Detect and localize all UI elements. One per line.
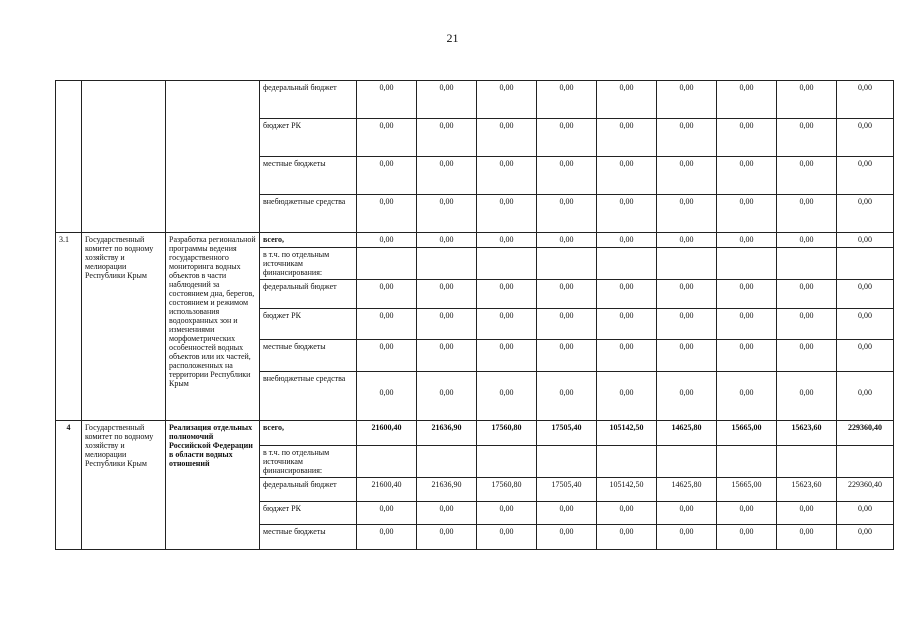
value-cell	[537, 446, 597, 478]
value-cell: 0,00	[657, 340, 717, 372]
value-cell: 0,00	[537, 372, 597, 421]
value-cell: 0,00	[477, 502, 537, 525]
value-cell: 0,00	[717, 340, 777, 372]
value-cell	[417, 248, 477, 280]
value-cell: 0,00	[417, 280, 477, 309]
value-cell: 0,00	[357, 502, 417, 525]
value-cell: 0,00	[837, 280, 894, 309]
value-cell	[777, 446, 837, 478]
activity-cell: Разработка региональной программы ведения государственного мониторинга водных объектов в части наблюдений за состоянием дна, берегов, состоянием и режимом использования водоохранных зон и изменениями морфометрических особенностей водных объектов или их частей, расположенных на территории Республики Крым	[166, 233, 260, 421]
value-cell: 17560,80	[477, 478, 537, 502]
value-cell: 0,00	[777, 119, 837, 157]
executor-cell: Государственный комитет по водному хозяйству и мелиорации Республики Крым	[82, 233, 166, 421]
value-cell	[597, 248, 657, 280]
value-cell: 0,00	[657, 280, 717, 309]
value-cell: 105142,50	[597, 421, 657, 446]
value-cell	[537, 248, 597, 280]
value-cell: 0,00	[717, 525, 777, 550]
value-cell: 0,00	[357, 233, 417, 248]
executor-cell: Государственный комитет по водному хозяйству и мелиорации Республики Крым	[82, 421, 166, 550]
table-row	[56, 81, 894, 119]
value-cell: 0,00	[597, 81, 657, 119]
value-cell	[837, 248, 894, 280]
value-cell: 17505,40	[537, 421, 597, 446]
value-cell: 0,00	[837, 309, 894, 340]
value-cell: 0,00	[417, 502, 477, 525]
value-cell: 0,00	[717, 81, 777, 119]
value-cell: 0,00	[357, 81, 417, 119]
value-cell: 0,00	[477, 309, 537, 340]
value-cell	[477, 248, 537, 280]
value-cell: 0,00	[477, 280, 537, 309]
source-label: внебюджетные средства	[260, 195, 357, 233]
value-cell: 0,00	[477, 157, 537, 195]
value-cell: 0,00	[837, 81, 894, 119]
total-label: всего,	[260, 233, 357, 248]
value-cell: 0,00	[417, 233, 477, 248]
value-cell: 0,00	[417, 309, 477, 340]
value-cell: 0,00	[777, 157, 837, 195]
activity-cell	[166, 81, 260, 233]
value-cell: 0,00	[477, 372, 537, 421]
source-label: федеральный бюджет	[260, 478, 357, 502]
value-cell: 0,00	[657, 502, 717, 525]
value-cell: 0,00	[837, 195, 894, 233]
value-cell: 0,00	[537, 81, 597, 119]
value-cell	[657, 248, 717, 280]
incl-label: в т.ч. по отдельным источникам финансирования:	[260, 248, 357, 280]
executor-cell	[82, 81, 166, 233]
incl-label: в т.ч. по отдельным источникам финансирования:	[260, 446, 357, 478]
value-cell: 0,00	[537, 280, 597, 309]
value-cell	[357, 248, 417, 280]
value-cell: 0,00	[597, 195, 657, 233]
value-cell: 0,00	[597, 502, 657, 525]
table-row	[56, 233, 894, 248]
number-cell	[56, 81, 82, 233]
value-cell	[417, 446, 477, 478]
value-cell: 21600,40	[357, 421, 417, 446]
value-cell: 0,00	[597, 309, 657, 340]
value-cell: 0,00	[777, 372, 837, 421]
value-cell: 0,00	[357, 119, 417, 157]
value-cell: 0,00	[477, 119, 537, 157]
value-cell: 0,00	[357, 525, 417, 550]
value-cell	[717, 248, 777, 280]
value-cell: 21600,40	[357, 478, 417, 502]
value-cell: 0,00	[657, 372, 717, 421]
value-cell	[717, 446, 777, 478]
value-cell: 0,00	[597, 340, 657, 372]
value-cell: 0,00	[477, 81, 537, 119]
value-cell: 0,00	[417, 119, 477, 157]
value-cell: 0,00	[837, 233, 894, 248]
value-cell: 0,00	[357, 372, 417, 421]
budget-table	[55, 80, 894, 550]
value-cell: 0,00	[717, 233, 777, 248]
value-cell: 0,00	[357, 280, 417, 309]
value-cell: 0,00	[717, 157, 777, 195]
value-cell: 0,00	[417, 340, 477, 372]
item-number: 3.1	[56, 233, 82, 421]
value-cell: 0,00	[657, 233, 717, 248]
value-cell: 0,00	[597, 372, 657, 421]
value-cell: 0,00	[717, 502, 777, 525]
value-cell: 15665,00	[717, 478, 777, 502]
value-cell: 0,00	[717, 372, 777, 421]
value-cell: 0,00	[837, 372, 894, 421]
value-cell: 0,00	[477, 195, 537, 233]
value-cell: 0,00	[837, 525, 894, 550]
value-cell: 15665,00	[717, 421, 777, 446]
value-cell: 17505,40	[537, 478, 597, 502]
value-cell: 0,00	[777, 525, 837, 550]
value-cell: 0,00	[537, 119, 597, 157]
value-cell: 0,00	[537, 502, 597, 525]
value-cell: 17560,80	[477, 421, 537, 446]
source-label: внебюджетные средства	[260, 372, 357, 421]
value-cell: 0,00	[777, 502, 837, 525]
value-cell: 0,00	[597, 119, 657, 157]
value-cell: 0,00	[777, 340, 837, 372]
value-cell: 0,00	[357, 195, 417, 233]
value-cell: 0,00	[477, 233, 537, 248]
value-cell: 0,00	[597, 525, 657, 550]
value-cell: 0,00	[657, 81, 717, 119]
value-cell: 0,00	[537, 525, 597, 550]
value-cell: 0,00	[597, 233, 657, 248]
value-cell	[657, 446, 717, 478]
value-cell: 15623,60	[777, 478, 837, 502]
value-cell: 0,00	[717, 195, 777, 233]
value-cell: 0,00	[777, 81, 837, 119]
value-cell: 0,00	[837, 157, 894, 195]
value-cell: 0,00	[357, 157, 417, 195]
source-label: местные бюджеты	[260, 525, 357, 550]
value-cell: 0,00	[657, 309, 717, 340]
value-cell: 0,00	[657, 157, 717, 195]
value-cell: 0,00	[657, 195, 717, 233]
source-label: бюджет РК	[260, 309, 357, 340]
value-cell: 0,00	[837, 119, 894, 157]
value-cell: 0,00	[417, 525, 477, 550]
value-cell: 0,00	[777, 309, 837, 340]
value-cell: 0,00	[537, 309, 597, 340]
value-cell: 229360,40	[837, 421, 894, 446]
value-cell: 0,00	[537, 157, 597, 195]
source-label: бюджет РК	[260, 502, 357, 525]
value-cell: 15623,60	[777, 421, 837, 446]
value-cell: 0,00	[597, 157, 657, 195]
value-cell: 21636,90	[417, 478, 477, 502]
value-cell: 0,00	[477, 340, 537, 372]
value-cell: 0,00	[597, 280, 657, 309]
value-cell: 14625,80	[657, 478, 717, 502]
value-cell: 0,00	[657, 525, 717, 550]
value-cell: 0,00	[417, 195, 477, 233]
total-label: всего,	[260, 421, 357, 446]
value-cell: 0,00	[417, 372, 477, 421]
value-cell: 0,00	[357, 340, 417, 372]
value-cell	[597, 446, 657, 478]
value-cell: 0,00	[477, 525, 537, 550]
value-cell: 0,00	[537, 340, 597, 372]
value-cell: 0,00	[537, 233, 597, 248]
value-cell: 105142,50	[597, 478, 657, 502]
value-cell	[777, 248, 837, 280]
source-label: федеральный бюджет	[260, 81, 357, 119]
value-cell: 0,00	[777, 195, 837, 233]
value-cell: 0,00	[657, 119, 717, 157]
value-cell: 0,00	[717, 119, 777, 157]
value-cell: 14625,80	[657, 421, 717, 446]
source-label: федеральный бюджет	[260, 280, 357, 309]
value-cell: 229360,40	[837, 478, 894, 502]
source-label: местные бюджеты	[260, 340, 357, 372]
value-cell: 0,00	[837, 502, 894, 525]
value-cell: 0,00	[537, 195, 597, 233]
value-cell	[837, 446, 894, 478]
source-label: местные бюджеты	[260, 157, 357, 195]
page-number: 21	[446, 31, 459, 45]
value-cell: 0,00	[417, 157, 477, 195]
source-label: бюджет РК	[260, 119, 357, 157]
value-cell: 21636,90	[417, 421, 477, 446]
activity-cell: Реализация отдельных полномочий Российской Федерации в области водных отношений	[166, 421, 260, 550]
value-cell: 0,00	[837, 340, 894, 372]
value-cell	[477, 446, 537, 478]
item-number: 4	[56, 421, 82, 550]
value-cell: 0,00	[357, 309, 417, 340]
value-cell: 0,00	[777, 233, 837, 248]
table-row	[56, 421, 894, 446]
value-cell: 0,00	[717, 309, 777, 340]
value-cell: 0,00	[417, 81, 477, 119]
value-cell: 0,00	[717, 280, 777, 309]
value-cell: 0,00	[777, 280, 837, 309]
value-cell	[357, 446, 417, 478]
